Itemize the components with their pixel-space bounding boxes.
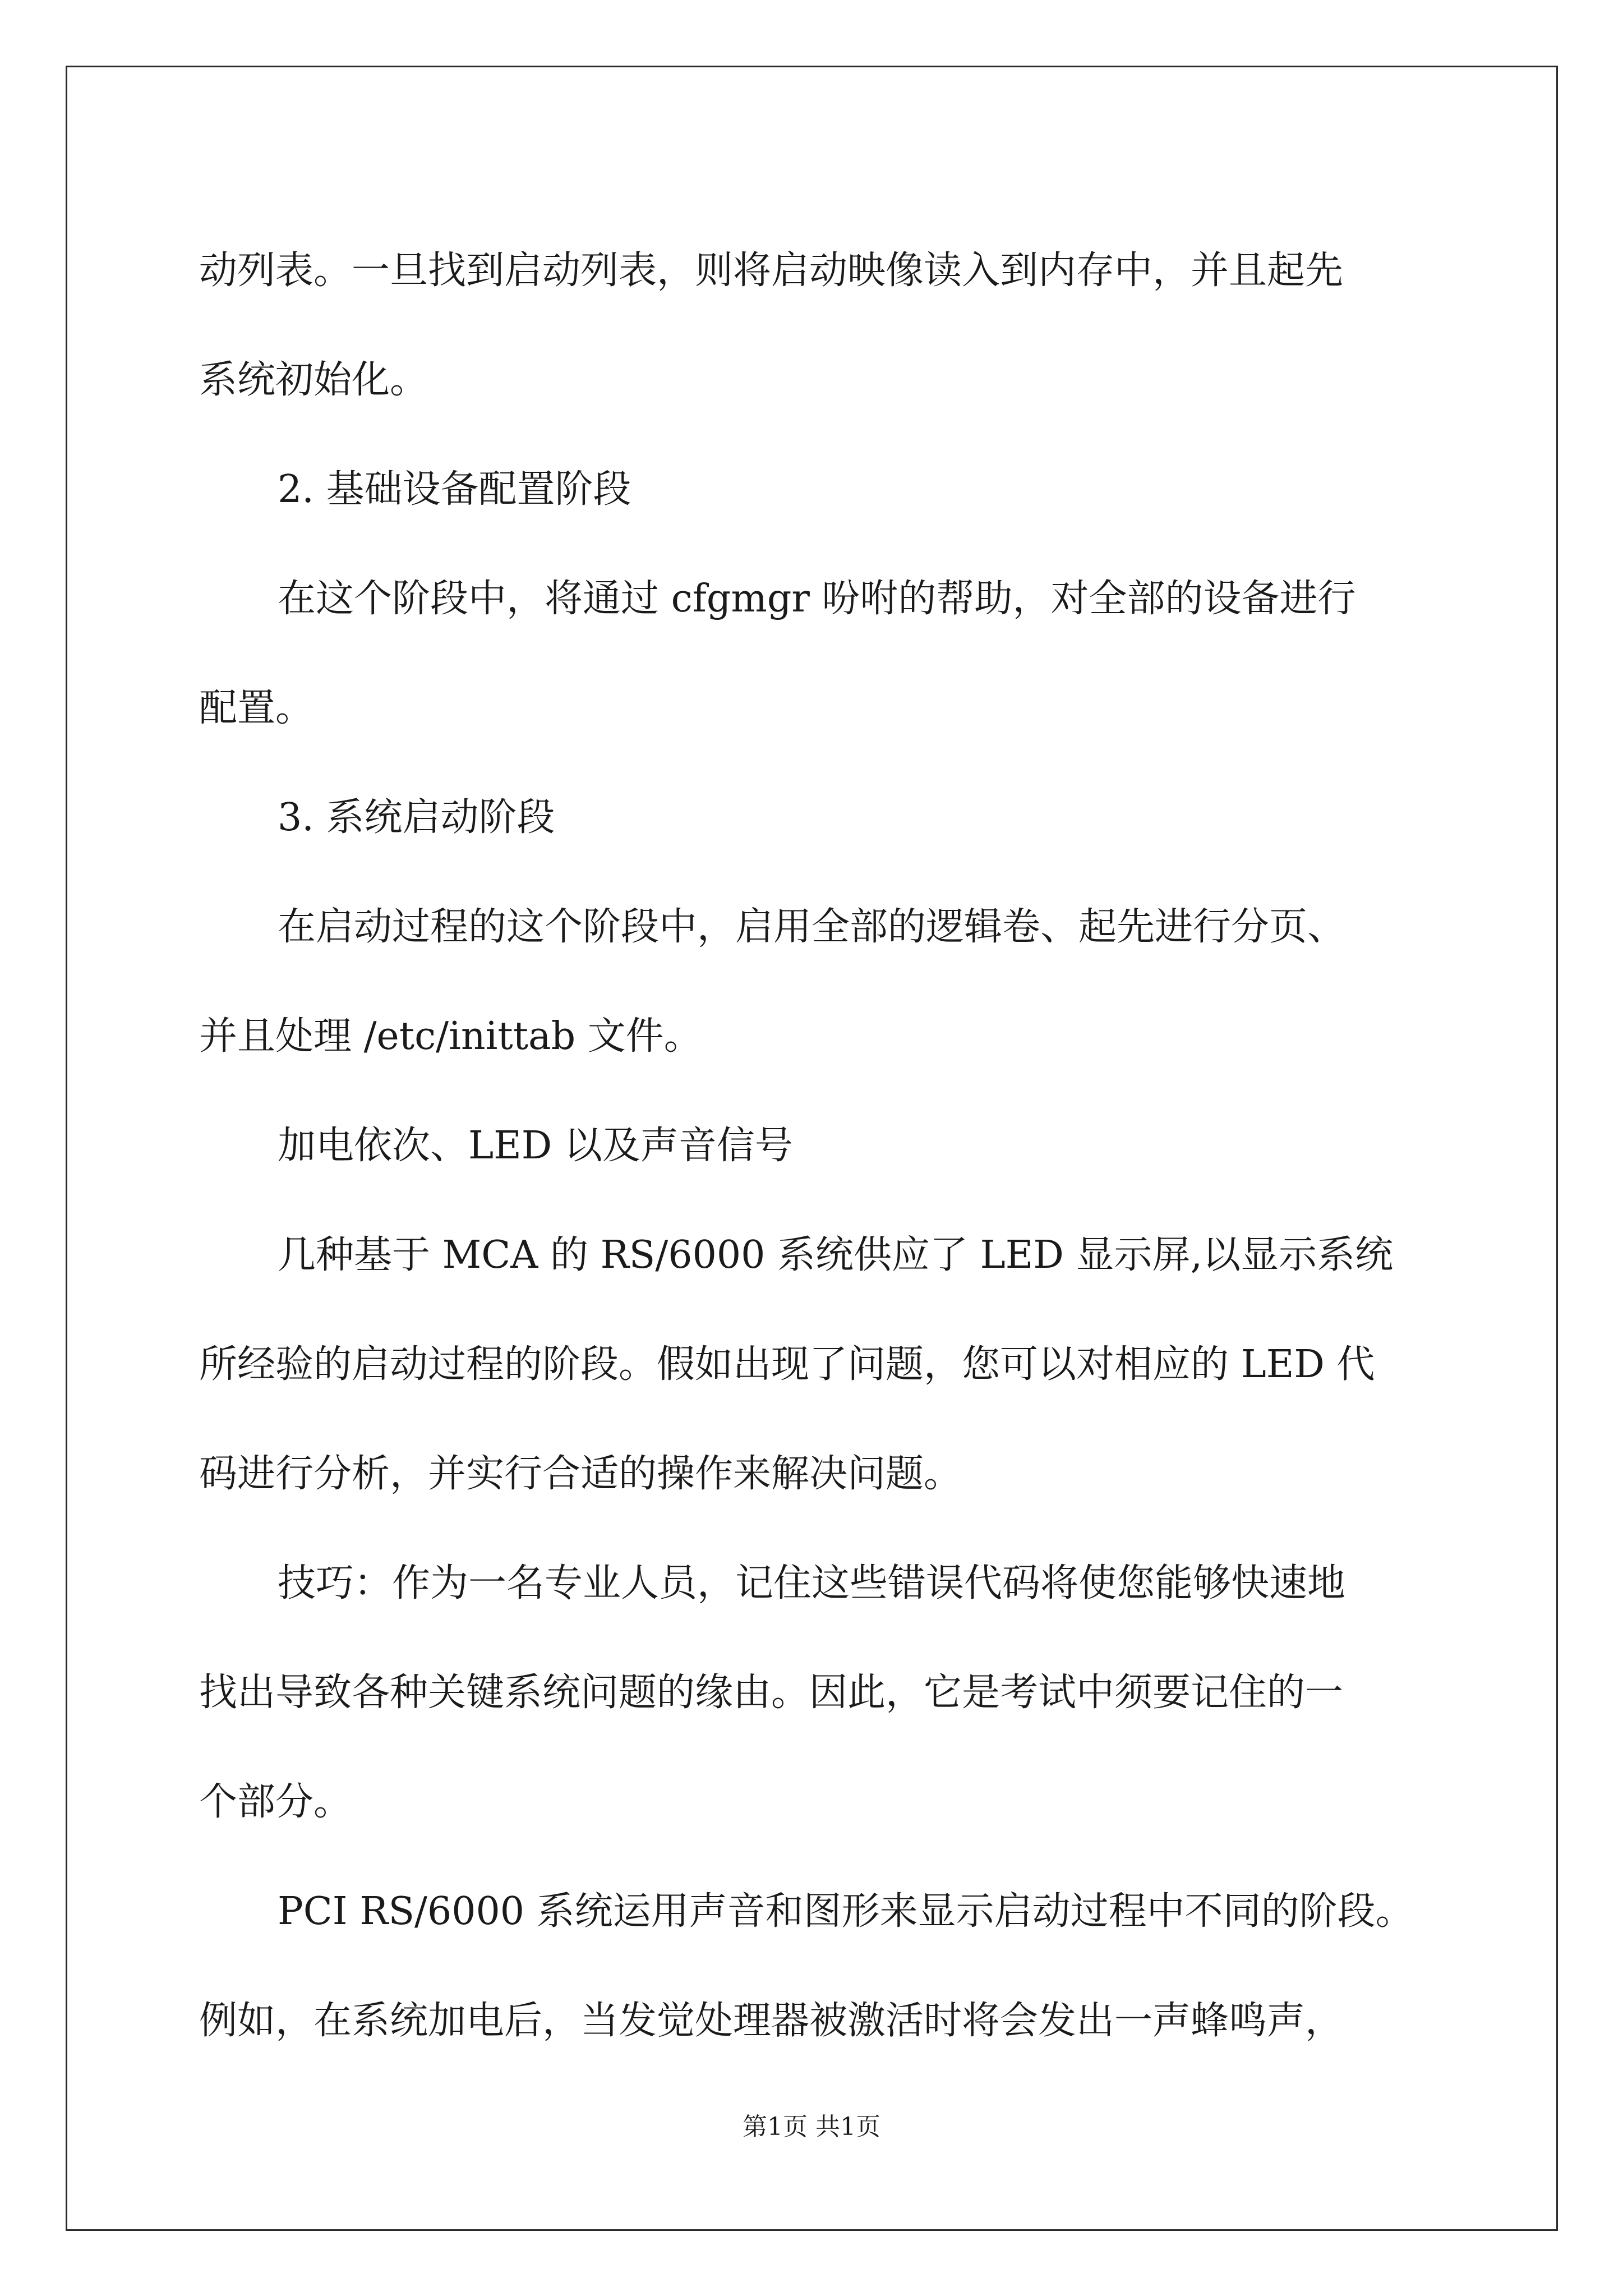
paragraph-line: 系统初始化。 — [199, 358, 428, 402]
paragraph-line: 在启动过程的这个阶段中，启用全部的逻辑卷、起先进行分页、 — [278, 905, 1346, 949]
paragraph-line: 配置。 — [199, 686, 314, 730]
paragraph-line: 码进行分析，并实行合适的操作来解决问题。 — [199, 1452, 962, 1496]
paragraph-line: 个部分。 — [199, 1780, 352, 1824]
paragraph-line: 动列表。一旦找到启动列表，则将启动映像读入到内存中，并且起先 — [199, 249, 1344, 293]
paragraph-line: PCI RS/6000 系统运用声音和图形来显示启动过程中不同的阶段。 — [278, 1889, 1414, 1934]
paragraph-line: 找出导致各种关键系统问题的缘由。因此，它是考试中须要记住的一 — [199, 1671, 1344, 1715]
page-footer: 第1页 共1页 — [743, 2113, 880, 2141]
paragraph-line: 并且处理 /etc/inittab 文件。 — [199, 1014, 702, 1059]
paragraph-line: 技巧：作为一名专业人员，记住这些错误代码将使您能够快速地 — [278, 1561, 1346, 1605]
paragraph-line: 几种基于 MCA 的 RS/6000 系统供应了 LED 显示屏,以显示系统 — [278, 1233, 1394, 1277]
paragraph-line: 在这个阶段中，将通过 cfgmgr 吩咐的帮助，对全部的设备进行 — [278, 577, 1356, 621]
section-heading: 2. 基础设备配置阶段 — [278, 467, 631, 512]
document-body — [199, 216, 1427, 2076]
paragraph-line: 所经验的启动过程的阶段。假如出现了问题，您可以对相应的 LED 代 — [199, 1342, 1375, 1387]
section-heading: 加电依次、LED 以及声音信号 — [278, 1124, 793, 1168]
section-heading: 3. 系统启动阶段 — [278, 795, 555, 840]
paragraph-line: 例如，在系统加电后，当发觉处理器被激活时将会发出一声蜂鸣声， — [199, 1999, 1344, 2043]
